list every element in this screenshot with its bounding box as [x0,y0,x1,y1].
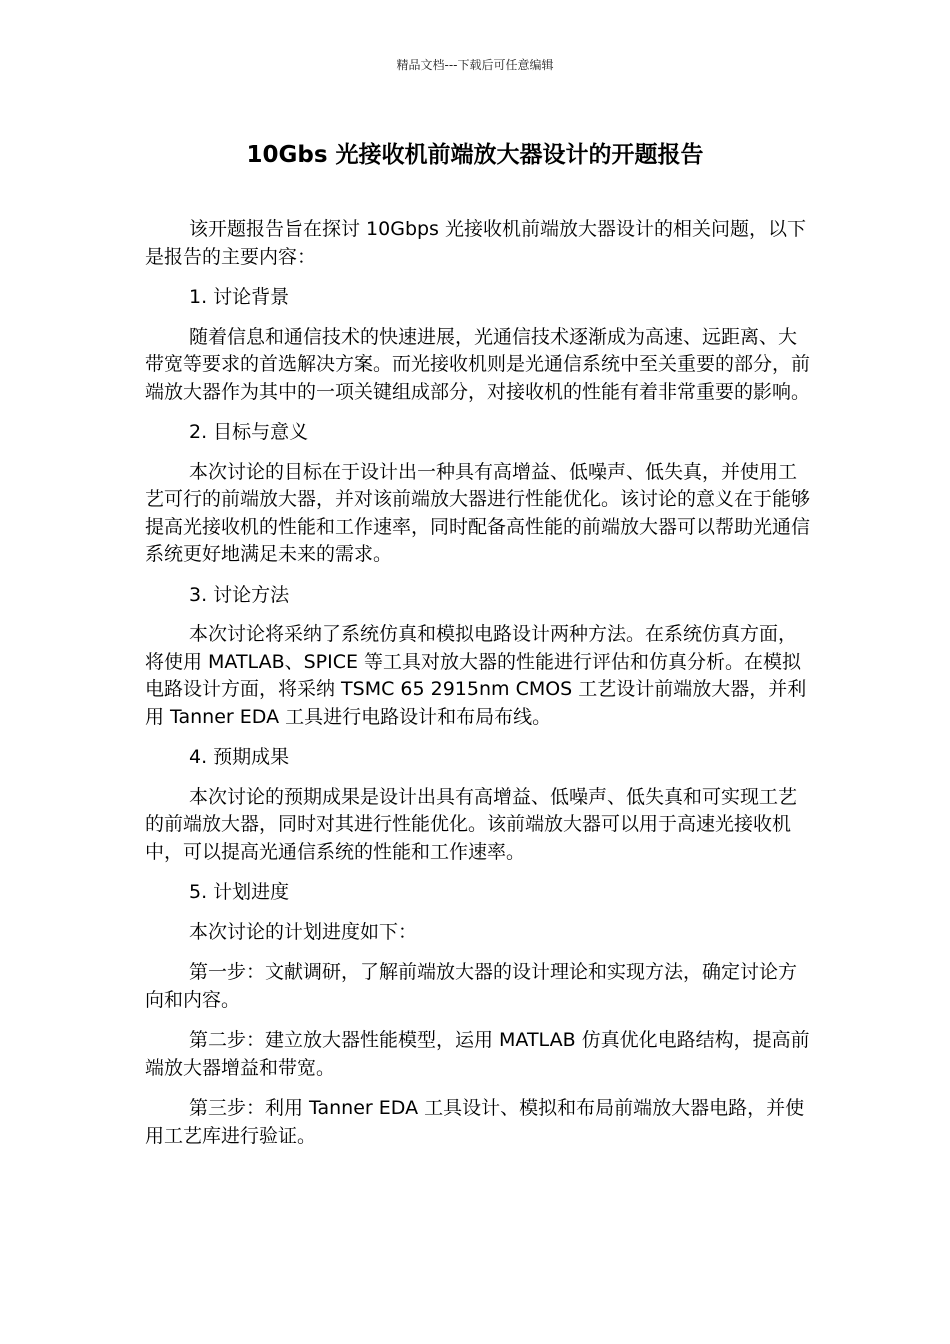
section-heading-goals: 2. 目标与意义 [189,421,309,443]
background-paragraph: 随着信息和通信技术的快速进展，光通信技术逐渐成为高速、远距离、大带宽等要求的首选解决方案。而光接收机则是光通信系统中至关重要的部分，前端放大器作为其中的一项关键组成部分，对接收机的性能有着非常重要的影响。 [145,325,811,403]
document-body [145,216,810,1163]
document-title: 10Gbs 光接收机前端放大器设计的开题报告 [246,142,704,168]
schedule-step-2: 第二步：建立放大器性能模型，运用 MATLAB 仿真优化电路结构，提高前端放大器增益和带宽。 [145,1029,810,1079]
schedule-step-1: 第一步：文献调研，了解前端放大器的设计理论和实现方法，确定讨论方向和内容。 [145,961,798,1011]
schedule-step-3: 第三步：利用 Tanner EDA 工具设计、模拟和布局前端放大器电路，并使用工艺库进行验证。 [145,1097,805,1147]
intro-paragraph: 该开题报告旨在探讨 10Gbps 光接收机前端放大器设计的相关问题，以下是报告的主要内容： [145,218,807,268]
goals-paragraph: 本次讨论的目标在于设计出一种具有高增益、低噪声、低失真，并使用工艺可行的前端放大器，并对该前端放大器进行性能优化。该讨论的意义在于能够提高光接收机的性能和工作速率，同时配备高性能的前端放大器可以帮助光通信系统更好地满足未来的需求。 [145,460,811,565]
section-heading-background: 1. 讨论背景 [189,286,290,308]
methods-paragraph: 本次讨论将采纳了系统仿真和模拟电路设计两种方法。在系统仿真方面，将使用 MATLAB、SPICE 等工具对放大器的性能进行评估和仿真分析。在模拟电路设计方面，将采纳 TSMC 65 2915nm CMOS 工艺设计前端放大器，并利用 Tanner EDA 工具进行电路设计和布局布线。 [145,623,807,728]
schedule-intro-paragraph: 本次讨论的计划进度如下： [189,920,418,943]
section-heading-results: 4. 预期成果 [189,746,290,768]
section-heading-schedule: 5. 计划进度 [189,881,290,903]
section-heading-methods: 3. 讨论方法 [189,583,290,606]
results-paragraph: 本次讨论的预期成果是设计出具有高增益、低噪声、低失真和可实现工艺的前端放大器，同时对其进行性能优化。该前端放大器可以用于高速光接收机中，可以提高光通信系统的性能和工作速率。 [145,785,798,863]
page-header-note: 精品文档---下载后可任意编辑 [396,58,554,72]
